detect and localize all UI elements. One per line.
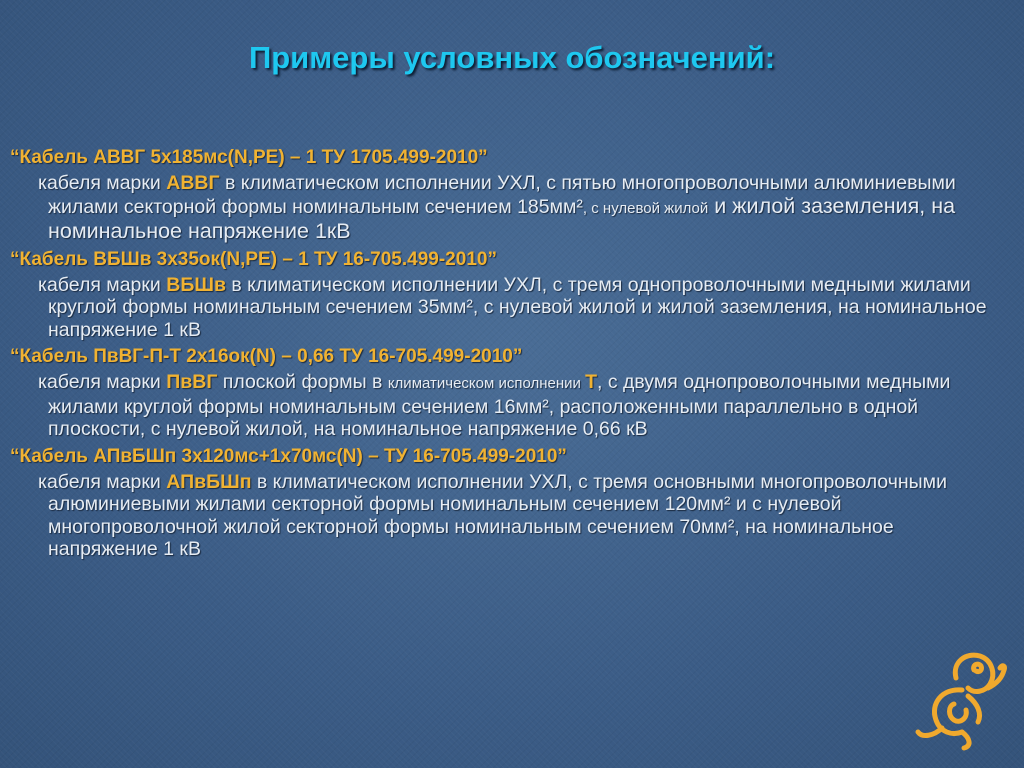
body-prefix: кабеля марки xyxy=(38,172,167,194)
body-small-text: климатическом исполнении xyxy=(387,375,586,392)
cable-description-4 xyxy=(10,471,1010,561)
body-prefix: кабеля марки xyxy=(38,371,167,393)
cable-mark: ПвВГ xyxy=(166,371,218,393)
cable-description-2 xyxy=(10,274,1010,342)
climate-mark: Т xyxy=(585,371,597,393)
body-text: плоской формы в xyxy=(217,371,388,393)
body-text: в климатическом исполнении УХЛ, с тремя однопроволочными медными жилами круглой формы номинальным сечением 35мм², с нулевой жилой и жилой заземления, на номинальное напряжение 1 кВ xyxy=(48,273,987,341)
cable-description-3 xyxy=(10,371,1010,441)
cable-mark: АПвБШп xyxy=(166,470,252,493)
cable-heading-2: “Кабель ВБШв 3х35ок(N,PE) – 1 ТУ 16-705.499-2010” xyxy=(10,248,497,270)
body-small-text: , с нулевой жилой xyxy=(582,199,709,217)
body-text: в климатическом исполнении УХЛ, с тремя основными многопроволочными алюминиевыми жилами секторной формы номинальным сечением 120мм² и с нулевой многопроволочной жилой секторной формы номинальным сечением 70мм², на номинальное напряжение 1 кВ xyxy=(48,470,947,560)
content-list xyxy=(10,146,1010,565)
body-text: в климатическом исполнении УХЛ, с пятью многопроволочными алюминиевыми жилами секторной формы номинальным сечением 185мм² xyxy=(48,172,956,218)
body-prefix: кабеля марки xyxy=(38,273,167,296)
cable-heading-1: “Кабель АВВГ 5х185мс(N,PE) – 1 ТУ 1705.499-2010” xyxy=(10,147,488,168)
body-text-rest: , с двумя однопроволочными медными жилами круглой формы номинальным сечением 16мм², расположенными параллельно в одной плоскости, с нулевой жилой, на номинальное напряжение 0,66 кВ xyxy=(48,371,951,440)
cable-heading-4: “Кабель АПвБШп 3х120мс+1х70мс(N) – ТУ 16-705.499-2010” xyxy=(10,445,567,467)
monkey-logo-icon xyxy=(912,648,1008,752)
body-large-text: и жилой заземления, на номинальное напряжение 1кВ xyxy=(48,193,956,243)
cable-heading-3: “Кабель ПвВГ-П-Т 2х16ок(N) – 0,66 ТУ 16-705.499-2010” xyxy=(10,346,523,367)
body-prefix: кабеля марки xyxy=(38,470,167,493)
cable-mark: АВВГ xyxy=(166,172,220,194)
cable-mark: ВБШв xyxy=(166,273,226,296)
slide-title: Примеры условных обозначений: xyxy=(248,40,776,75)
cable-description-1 xyxy=(10,172,1010,244)
